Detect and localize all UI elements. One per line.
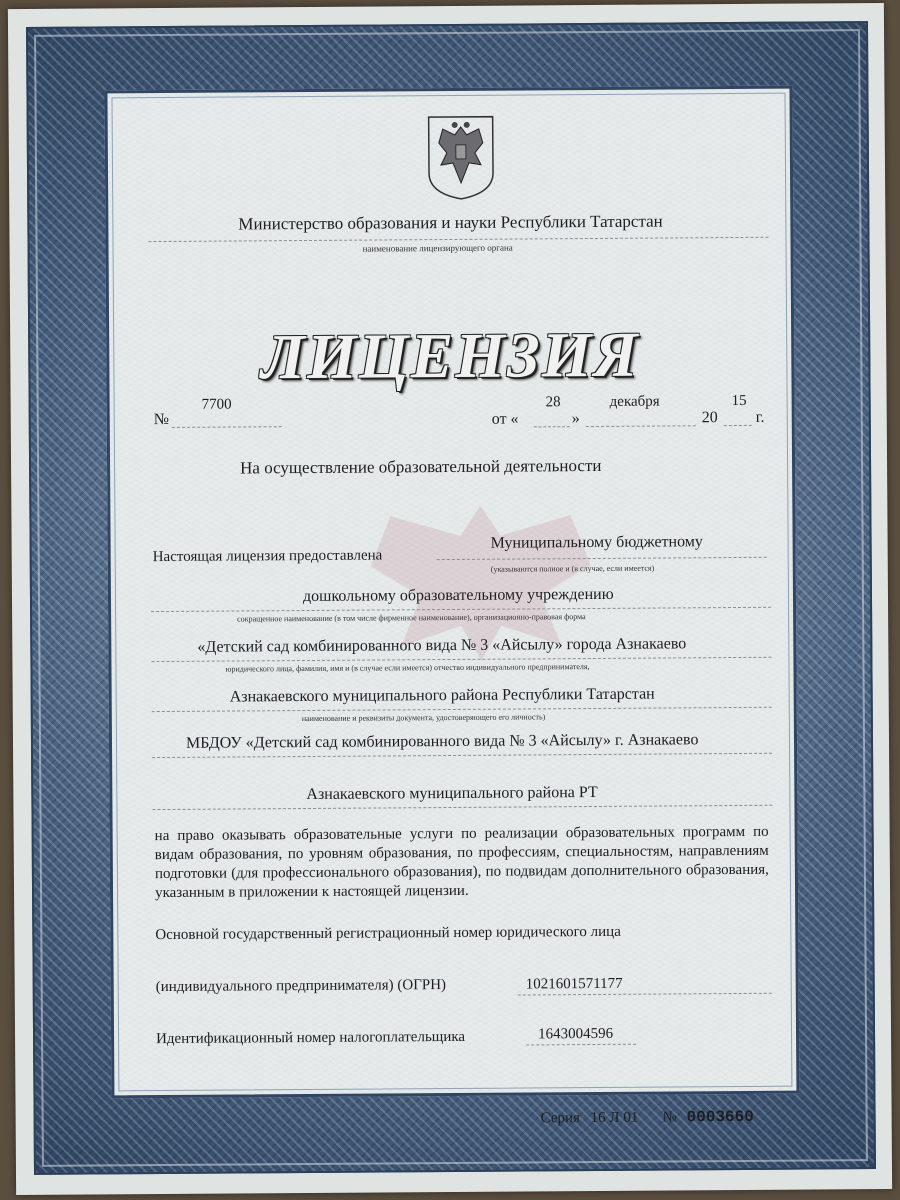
ogrn-label-1: Основной государственный регистрационный номер юридического лица bbox=[155, 923, 621, 944]
grantee-caption-3: юридического лица, фамилия, имя и (в случае если имеется) отчество индивидуального предпринимателя, bbox=[225, 662, 590, 674]
grantee-line-1: Муниципальному бюджетному bbox=[490, 533, 703, 552]
grantee-underline-6 bbox=[152, 805, 772, 810]
series-value: 16 Л 01 bbox=[590, 1109, 639, 1127]
series-number-label: № bbox=[662, 1109, 677, 1126]
grantee-line-2: дошкольному образовательному учреждению bbox=[302, 585, 614, 606]
issuer-name: Министерство образования и науки Республики Татарстан bbox=[238, 211, 663, 234]
grantee-caption-2: сокращенное наименование (в том числе фирменное наименование), организационно-правовая форма bbox=[237, 612, 586, 624]
grantee-line-5: МБДОУ «Детский сад комбинированного вида № 3 «Айсылу» г. Азнакаево bbox=[185, 731, 699, 752]
grantee-underline-4 bbox=[152, 707, 772, 712]
license-number: 7700 bbox=[201, 396, 232, 413]
date-day: 28 bbox=[545, 394, 561, 411]
year-prefix: 20 bbox=[701, 409, 718, 427]
grantee-intro: Настоящая лицензия предоставлена bbox=[152, 547, 383, 566]
date-prefix: от « bbox=[491, 410, 519, 428]
year-underline bbox=[724, 425, 752, 426]
day-underline bbox=[534, 426, 570, 427]
year-suffix: г. bbox=[755, 408, 765, 426]
ogrn-value: 1021601571177 bbox=[525, 975, 623, 993]
series-number: 0003660 bbox=[686, 1107, 754, 1127]
inn-label: Идентификационный номер налогоплательщика bbox=[156, 1028, 466, 1048]
number-prefix: № bbox=[153, 410, 170, 429]
inn-value: 1643004596 bbox=[537, 1025, 614, 1043]
license-document bbox=[8, 3, 892, 1195]
date-day-close: » bbox=[571, 410, 580, 428]
ogrn-label-2: (индивидуального предпринимателя) (ОГРН) bbox=[155, 977, 447, 996]
month-underline bbox=[586, 425, 696, 427]
grantee-caption-1: (указываются полное и (в случае, если имеется) bbox=[490, 563, 655, 574]
inn-underline bbox=[526, 1044, 636, 1046]
issuer-caption: наименование лицензирующего органа bbox=[362, 242, 513, 254]
coat-of-arms-icon bbox=[425, 113, 498, 202]
grantee-line-6: Азнакаевского муниципального района РТ bbox=[306, 783, 598, 804]
document-body bbox=[104, 86, 799, 1127]
issuer-underline bbox=[148, 237, 768, 242]
date-year: 15 bbox=[731, 392, 747, 410]
grantee-line-4: Азнакаевского муниципального района Республики Татарстан bbox=[229, 685, 655, 706]
series-label: Серия bbox=[540, 1110, 580, 1127]
document-title: ЛИЦЕНЗИЯ bbox=[260, 318, 640, 393]
date-month: декабря bbox=[609, 393, 660, 410]
grantee-line-3: «Детский сад комбинированного вида № 3 «Айсылу» города Азнакаево bbox=[197, 635, 687, 656]
grantee-underline-5 bbox=[152, 753, 772, 758]
grantee-caption-4: наименование и реквизиты документа, удостоверяющего его личность) bbox=[301, 712, 546, 724]
number-underline bbox=[172, 426, 282, 428]
activity-type: На осуществление образовательной деятельности bbox=[240, 455, 602, 478]
rights-text: на право оказывать образовательные услуги по реализации образовательных программ по видам образования, по уровням образования, по профессиям, специальностям, направлениям подготовки (для профессионального образования), по подвидам дополнительного образования, указанным в приложении к настоящей лицензии. bbox=[154, 823, 769, 902]
